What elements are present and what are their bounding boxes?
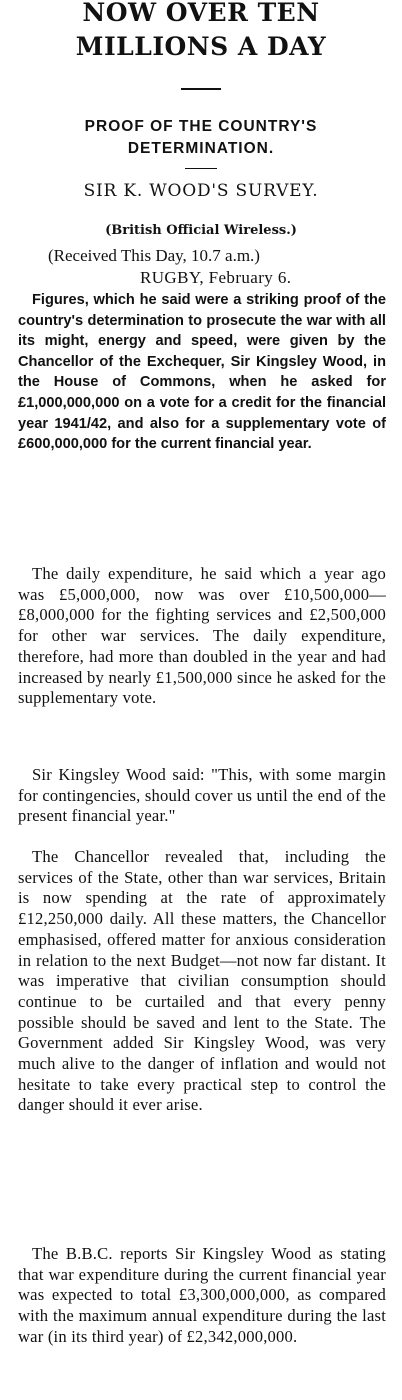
body-paragraph: The daily expenditure, he said which a year ago was £5,000,000, now was over £10,500,000—£8,000,000 for the fighting services and £2,500,000 for other war services. The daily expenditure, therefore, had more than doubled in the year and had increased by nearly £1,500,000 since he asked for the supplementary vote. (18, 564, 386, 708)
headline: NOW OVER TEN MILLIONS A DAY (75, 0, 327, 61)
body-paragraph: The B.B.C. reports Sir Kingsley Wood as stating that war expenditure during the current financial year was expected to total £3,300,000,000, as compared with the maximum annual expenditure during the last war (in its third year) of £2,342,000,000. (18, 1244, 386, 1346)
subheadline-divider (185, 168, 217, 169)
received-time: (Received This Day, 10.7 a.m.) (48, 246, 260, 265)
secondary-subheadline: SIR K. WOOD'S SURVEY. (83, 181, 319, 201)
lead-paragraph: Figures, which he said were a striking proof of the country's determination to prosecute the war with all its might, energy and speed, were given by the Chancellor of the Exchequer, Sir Kingsley Wood, in the House of Commons, when he asked for £1,000,000,000 on a vote for a credit for the financial year 1941/42, and also for a supplementary vote of £600,000,000 for the current financial year. (18, 292, 386, 453)
headline-divider (181, 88, 221, 90)
body-paragraph: The Chancellor revealed that, including the services of the State, other than war services, Britain is now spending at the rate of approximately £12,250,000 daily. All these matters, the Chancellor emphasised, offered matter for anxious consideration in relation to the next Budget—not now far distant. It was imperative that civilian consumption should continue to be curtailed and that every penny possible should be saved and lent to the State. The Government added Sir Kingsley Wood, was very much alive to the danger of inflation and would not hesitate to take every practical step to control the danger should it ever arise. (18, 847, 386, 1115)
wire-credit: (British Official Wireless.) (105, 223, 297, 238)
subheadline: PROOF OF THE COUNTRY'S DETERMINATION. (84, 118, 318, 157)
body-paragraph: Sir Kingsley Wood said: "This, with some margin for contingencies, should cover us until the end of the present financial year." (18, 765, 386, 826)
dateline: RUGBY, February 6. (140, 268, 292, 287)
